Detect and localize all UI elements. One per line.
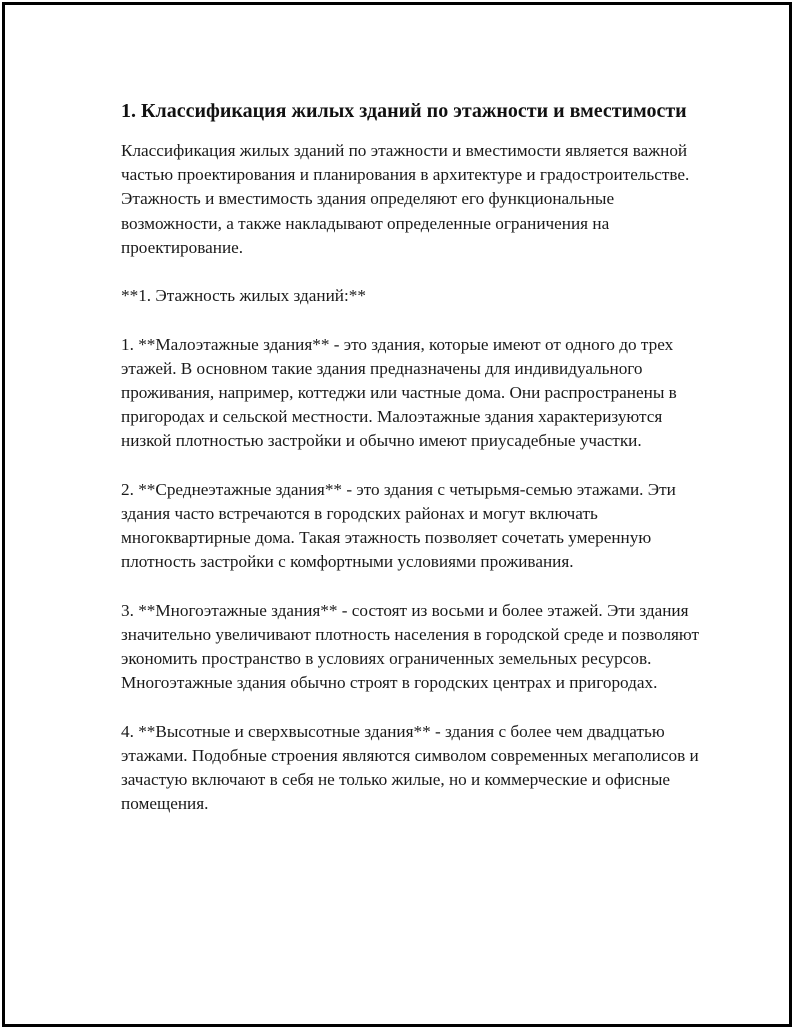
section-title: 1. Классификация жилых зданий по этажности и вместимости [121, 100, 687, 122]
subsection-heading: **1. Этажность жилых зданий:** [121, 286, 366, 306]
document-content [121, 97, 701, 841]
document-page [2, 2, 792, 1027]
intro-paragraph: Классификация жилых зданий по этажности и вместимости является важной частью проектирования и планирования в архитектуре и градостроительстве. Этажность и вместимость здания определяют его функциональные возможности, а также накладывают определенные ограничения на проектирование. [121, 141, 690, 257]
list-item-multi-storey: 3. **Многоэтажные здания** - состоят из восьми и более этажей. Эти здания значительно увеличивают плотность населения в городской среде и позволяют экономить пространство в условиях ограниченных земельных ресурсов. Многоэтажные здания обычно строят в городских центрах и пригородах. [121, 600, 700, 693]
list-item-mid-rise: 2. **Среднеэтажные здания** - это здания с четырьмя-семью этажами. Эти здания часто встречаются в городских районах и могут включать многоквартирные дома. Такая этажность позволяет сочетать умеренную плотность застройки с комфортными условиями проживания. [121, 479, 676, 572]
list-item-low-rise: 1. **Малоэтажные здания** - это здания, которые имеют от одного до трех этажей. В основном такие здания предназначены для индивидуального проживания, например, коттеджи или частные дома. Они распространены в пригородах и сельской местности. Малоэтажные здания характеризуются низкой плотностью застройки и обычно имеют приусадебные участки. [121, 334, 677, 451]
list-item-high-rise: 4. **Высотные и сверхвысотные здания** - здания с более чем двадцатью этажами. Подобные строения являются символом современных мегаполисов и зачастую включают в себя не только жилые, но и коммерческие и офисные помещения. [121, 721, 699, 814]
